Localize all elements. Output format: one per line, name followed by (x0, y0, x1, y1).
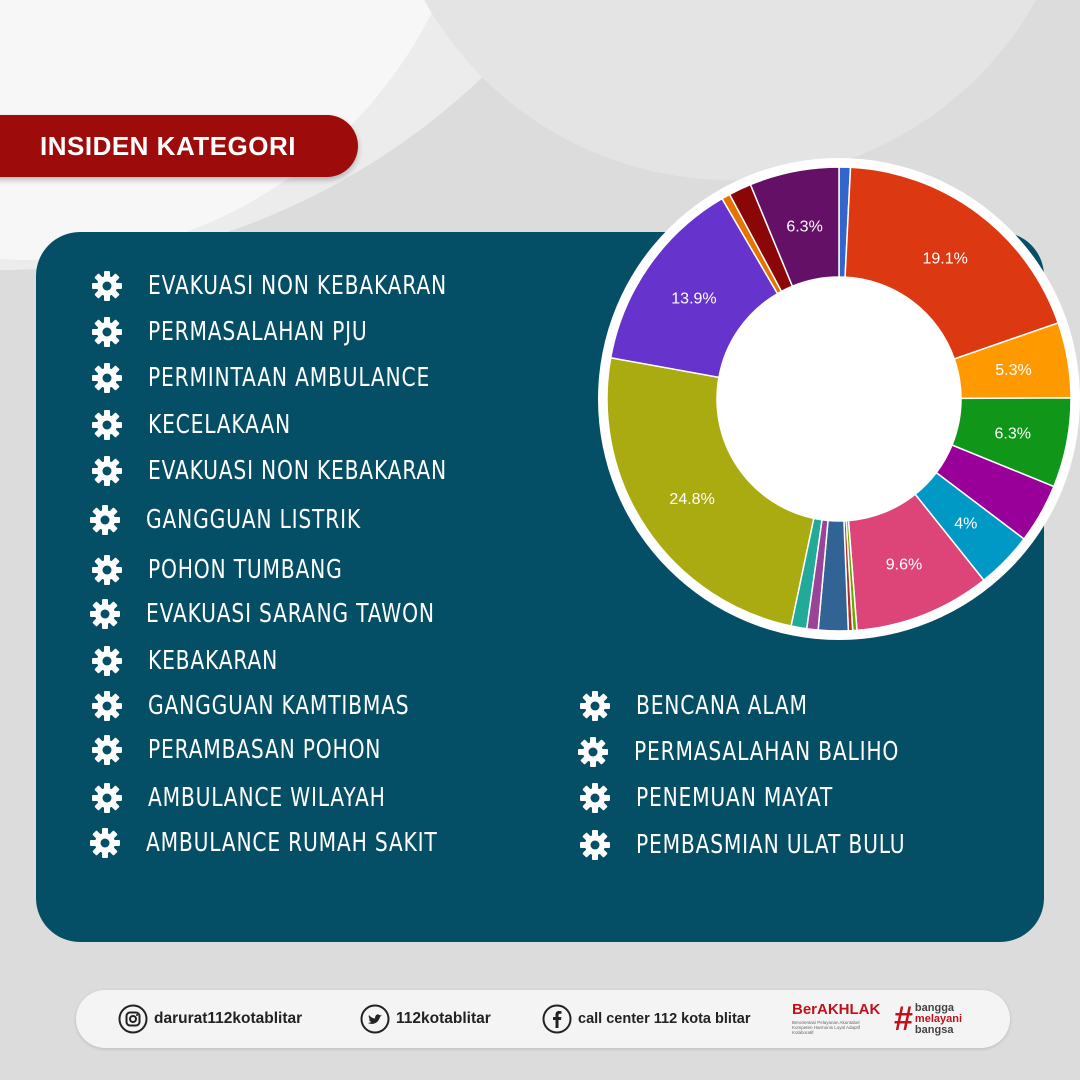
category-item (90, 553, 397, 587)
category-label: EVAKUASI NON KEBAKARAN (148, 456, 447, 486)
instagram-icon (118, 1004, 148, 1034)
category-label: AMBULANCE WILAYAH (148, 783, 386, 813)
category-item (90, 644, 315, 678)
gear-icon (88, 597, 122, 631)
category-label: BENCANA ALAM (636, 691, 808, 721)
facebook-icon (542, 1004, 572, 1034)
category-item (90, 454, 531, 488)
category-label: PERMASALAHAN PJU (148, 317, 368, 347)
berakhlak-tagline: Berorientasi Pelayanan Akuntabel Kompeten Harmonis Loyal Adaptif Kolaboratif (792, 1020, 861, 1035)
bangga-word: bangga (914, 1001, 955, 1014)
twitter-icon (360, 1004, 390, 1034)
hashtag-icon: # (894, 1000, 913, 1038)
slice-label: 5.3% (995, 362, 1032, 380)
slice-label: 4% (954, 515, 978, 533)
gear-icon (90, 689, 124, 723)
gear-icon (90, 644, 124, 678)
category-item (88, 503, 422, 537)
gear-icon (88, 503, 122, 537)
gear-icon (90, 269, 124, 303)
gear-icon (90, 781, 124, 815)
category-item (90, 315, 429, 349)
donut-hole (717, 277, 961, 521)
page-title: INSIDEN KATEGORI (40, 130, 296, 161)
category-label: PEMBASMIAN ULAT BULU (636, 830, 906, 860)
category-label: KECELAKAAN (148, 410, 291, 440)
gear-icon (90, 361, 124, 395)
category-label: GANGGUAN KAMTIBMAS (148, 691, 410, 721)
category-label: PENEMUAN MAYAT (636, 783, 834, 813)
gear-icon (90, 454, 124, 488)
facebook-label: call center 112 kota blitar (578, 1011, 751, 1027)
category-label: POHON TUMBANG (148, 555, 343, 585)
twitter-link[interactable] (360, 1004, 491, 1034)
slice-label: 13.9% (671, 290, 717, 308)
bangga-melayani-logo (894, 999, 994, 1039)
slice-label: 19.1% (922, 250, 968, 268)
slice-label: 6.3% (994, 425, 1032, 443)
category-item (578, 828, 981, 862)
slice-label: 24.8% (669, 490, 715, 508)
category-item (88, 826, 520, 860)
category-label: PERAMBASAN POHON (148, 735, 382, 765)
category-label: EVAKUASI NON KEBAKARAN (148, 271, 447, 301)
category-label: PERMASALAHAN BALIHO (634, 737, 900, 767)
category-item (578, 781, 889, 815)
category-label: GANGGUAN LISTRIK (146, 505, 361, 535)
donut-chart-svg (598, 158, 1080, 640)
berakhlak-wordmark: BerAKHLAK (792, 1001, 881, 1018)
gear-icon (90, 553, 124, 587)
category-item (90, 361, 510, 395)
category-item (90, 733, 447, 767)
category-item (90, 269, 531, 303)
category-label: EVAKUASI SARANG TAWON (146, 599, 435, 629)
gear-icon (578, 689, 612, 723)
melayani-word: melayani (914, 1012, 963, 1025)
category-item (88, 597, 516, 631)
gear-icon (578, 781, 612, 815)
category-item (90, 781, 453, 815)
category-item (90, 408, 331, 442)
category-item (578, 689, 856, 723)
category-label: PERMINTAAN AMBULANCE (148, 363, 431, 393)
twitter-handle: 112kotablitar (396, 1010, 491, 1027)
slice-label: 9.6% (885, 556, 923, 574)
gear-icon (90, 315, 124, 349)
berakhlak-logo (792, 1001, 881, 1037)
gear-icon (88, 826, 122, 860)
donut-chart (598, 158, 1080, 640)
bangsa-word: bangsa (914, 1023, 954, 1036)
category-item (90, 689, 483, 723)
background-shape (380, 0, 1080, 180)
gear-icon (576, 735, 610, 769)
footer-bar (76, 990, 1010, 1048)
gear-icon (578, 828, 612, 862)
instagram-link[interactable] (118, 1004, 302, 1034)
instagram-handle: darurat112kotablitar (154, 1010, 303, 1027)
category-label: KEBAKARAN (148, 646, 279, 676)
gear-icon (90, 733, 124, 767)
facebook-link[interactable] (542, 1004, 750, 1034)
title-banner (0, 115, 358, 177)
category-label: AMBULANCE RUMAH SAKIT (146, 828, 438, 858)
category-item (576, 735, 974, 769)
slice-label: 6.3% (786, 218, 823, 236)
gear-icon (90, 408, 124, 442)
